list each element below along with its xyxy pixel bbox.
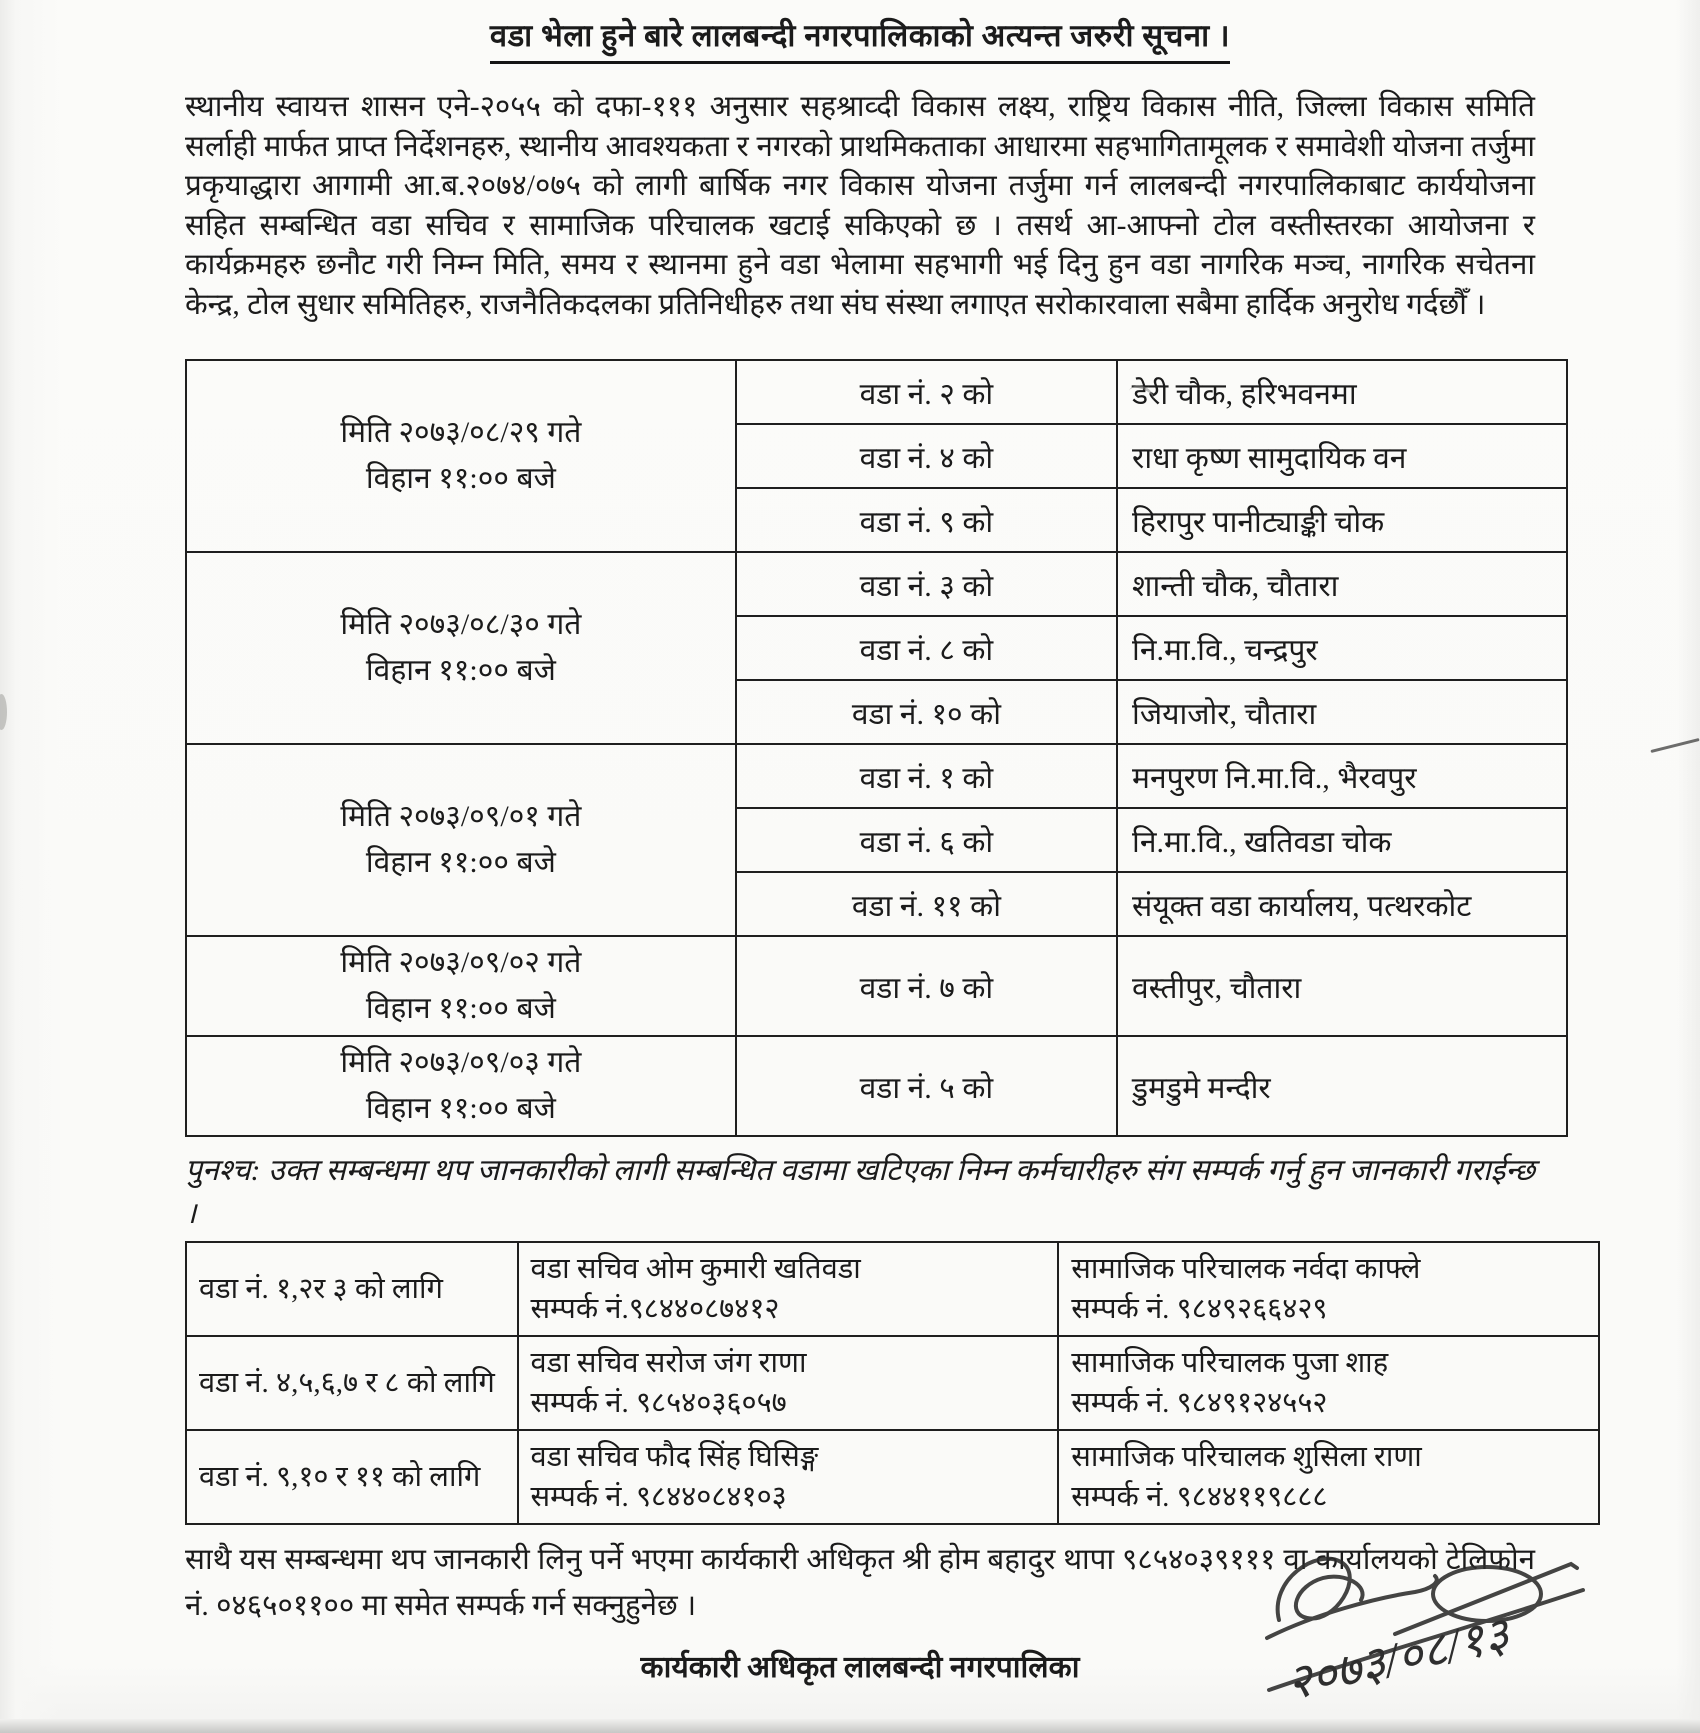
meeting-date: मिति २०७३/०९/०१ गते <box>340 799 582 833</box>
ward-secretary-cell <box>518 1242 1059 1336</box>
meeting-time: विहान ११:०० बजे <box>365 992 556 1025</box>
date-cell <box>186 936 736 1036</box>
ward-secretary-cell <box>518 1336 1059 1430</box>
venue-cell: नि.मा.वि., खतिवडा चोक <box>1117 808 1567 872</box>
table-row <box>186 1336 1599 1430</box>
mobilizer-name: सामाजिक परिचालक नर्वदा काफ्ले <box>1071 1253 1421 1285</box>
venue-cell: राधा कृष्ण सामुदायिक वन <box>1117 424 1567 488</box>
signatory-title: कार्यकारी अधिकृत लालबन्दी नगरपालिका <box>640 1651 1080 1684</box>
secretary-name: वडा सचिव फौद सिंह घिसिङ्ग <box>530 1441 819 1473</box>
schedule-table <box>185 359 1568 1137</box>
meeting-date: मिति २०७३/०८/२९ गते <box>340 415 582 449</box>
signature-block <box>1265 1542 1695 1732</box>
table-row <box>186 552 1567 616</box>
ward-cell: वडा नं. ९ को <box>736 488 1117 552</box>
title-row <box>185 14 1535 64</box>
ward-cell: वडा नं. ६ को <box>736 808 1117 872</box>
table-row <box>186 1242 1599 1336</box>
venue-cell: शान्ती चौक, चौतारा <box>1117 552 1567 616</box>
ward-cell: वडा नं. ३ को <box>736 552 1117 616</box>
meeting-time: विहान ११:०० बजे <box>365 1092 556 1125</box>
mobilizer-contact: सम्पर्क नं. ९८४९१२४५५२ <box>1071 1387 1328 1419</box>
contact-wards-cell: वडा नं. ४,५,६,७ र ८ को लागि <box>186 1336 518 1430</box>
secretary-name: वडा सचिव ओम कुमारी खतिवडा <box>530 1253 861 1285</box>
secretary-contact: सम्पर्क नं. ९८५४०३६०५७ <box>530 1387 787 1419</box>
venue-cell: हिरापुर पानीट्याङ्की चोक <box>1117 488 1567 552</box>
meeting-date: मिति २०७३/०९/०३ गते <box>340 1045 582 1079</box>
ward-cell: वडा नं. ८ को <box>736 616 1117 680</box>
ward-cell: वडा नं. १० को <box>736 680 1117 744</box>
secretary-name: वडा सचिव सरोज जंग राणा <box>530 1347 807 1379</box>
date-cell <box>186 744 736 936</box>
table-row <box>186 1430 1599 1524</box>
mobilizer-contact: सम्पर्क नं. ९८४९२६६४२९ <box>1071 1293 1328 1325</box>
closing-paragraph: साथै यस सम्बन्धमा थप जानकारी लिनु पर्ने भएमा कार्यकारी अधिकृत श्री होम बहादुर थापा ९८५४०३९१११ वा कार्यालयको टेलिफोन नं. ०४६५०११०० मा समेत सम्पर्क गर्न सक्नुहुनेछ । <box>185 1544 1535 1622</box>
ward-secretary-cell <box>518 1430 1059 1524</box>
meeting-time: विहान ११:०० बजे <box>365 654 556 687</box>
ward-cell: वडा नं. २ को <box>736 360 1117 424</box>
date-cell <box>186 360 736 552</box>
ward-cell: वडा नं. ११ को <box>736 872 1117 936</box>
signature-scribble <box>1265 1542 1695 1732</box>
contact-table <box>185 1241 1600 1525</box>
contact-wards-cell: वडा नं. ९,१० र ११ को लागि <box>186 1430 518 1524</box>
social-mobilizer-cell <box>1058 1242 1599 1336</box>
ward-cell: वडा नं. ५ को <box>736 1036 1117 1136</box>
body-paragraph: स्थानीय स्वायत्त शासन एने-२०५५ को दफा-१११ अनुसार सहश्राव्दी विकास लक्ष्य, राष्ट्रिय विकास नीति, जिल्ला विकास समिति सर्लाही मार्फत प्राप्त निर्देशनहरु, स्थानीय आवश्यकता र नगरको प्राथमिकताका आधारमा सहभागितामूलक र समावेशी योजना तर्जुमा प्रकृयाद्धारा आगामी आ.ब.२०७४/०७५ को लागी बार्षिक नगर विकास योजना तर्जुमा गर्न लालबन्दी नगरपालिकाबाट कार्ययोजना सहित सम्बन्धित वडा सचिव र सामाजिक परिचालक खटाई सकिएको छ । तसर्थ आ-आफ्नो टोल वस्तीस्तरका आयोजना र कार्यक्रमहरु छनौट गरी निम्न मिति, समय र स्थानमा हुने वडा भेलामा सहभागी भई दिनु हुन वडा नागरिक मञ्च, नागरिक सचेतना केन्द्र, टोल सुधार समितिहरु, राजनैतिकदलका प्रतिनिधीहरु तथा संघ संस्था लगाएत सरोकारवाला सबैमा हार्दिक अनुरोध गर्दछौँ । <box>185 91 1535 321</box>
venue-cell: डुमडुमे मन्दीर <box>1117 1036 1567 1136</box>
contact-wards-cell: वडा नं. १,२र ३ को लागि <box>186 1242 518 1336</box>
social-mobilizer-cell <box>1058 1336 1599 1430</box>
venue-cell: नि.मा.वि., चन्द्रपुर <box>1117 616 1567 680</box>
table-row <box>186 360 1567 424</box>
mobilizer-name: सामाजिक परिचालक शुसिला राणा <box>1071 1441 1422 1473</box>
secretary-contact: सम्पर्क नं.९८४४०८७४१२ <box>530 1293 780 1325</box>
scan-artifact-bottom-edge <box>0 1719 1700 1733</box>
ward-cell: वडा नं. ४ को <box>736 424 1117 488</box>
date-cell <box>186 1036 736 1136</box>
social-mobilizer-cell <box>1058 1430 1599 1524</box>
table-row <box>186 1036 1567 1136</box>
notice-title: वडा भेला हुने बारे लालबन्दी नगरपालिकाको अत्यन्त जरुरी सूचना । <box>490 14 1230 64</box>
date-cell <box>186 552 736 744</box>
handwritten-date: २०७३/०८/१३ <box>1281 1608 1515 1711</box>
ward-cell: वडा नं. ७ को <box>736 936 1117 1036</box>
venue-cell: संयूक्त वडा कार्यालय, पत्थरकोट <box>1117 872 1567 936</box>
table-row <box>186 744 1567 808</box>
mobilizer-name: सामाजिक परिचालक पुजा शाह <box>1071 1347 1389 1379</box>
postscript-note: पुनश्च: उक्त सम्बन्धमा थप जानकारीको लागी सम्बन्धित वडामा खटिएका निम्न कर्मचारीहरु संग सम्पर्क गर्नु हुन जानकारी गराईन्छ । <box>185 1154 1535 1230</box>
venue-cell: डेरी चौक, हरिभवनमा <box>1117 360 1567 424</box>
ward-cell: वडा नं. १ को <box>736 744 1117 808</box>
venue-cell: वस्तीपुर, चौतारा <box>1117 936 1567 1036</box>
table-row <box>186 936 1567 1036</box>
mobilizer-contact: सम्पर्क नं. ९८४४११९८८८ <box>1071 1481 1328 1513</box>
venue-cell: जियाजोर, चौतारा <box>1117 680 1567 744</box>
meeting-time: विहान ११:०० बजे <box>365 462 556 495</box>
meeting-date: मिति २०७३/०८/३० गते <box>340 607 582 641</box>
meeting-time: विहान ११:०० बजे <box>365 846 556 879</box>
venue-cell: मनपुरण नि.मा.वि., भैरवपुर <box>1117 744 1567 808</box>
secretary-contact: सम्पर्क नं. ९८४४०८४१०३ <box>530 1481 787 1513</box>
meeting-date: मिति २०७३/०९/०२ गते <box>340 945 582 979</box>
